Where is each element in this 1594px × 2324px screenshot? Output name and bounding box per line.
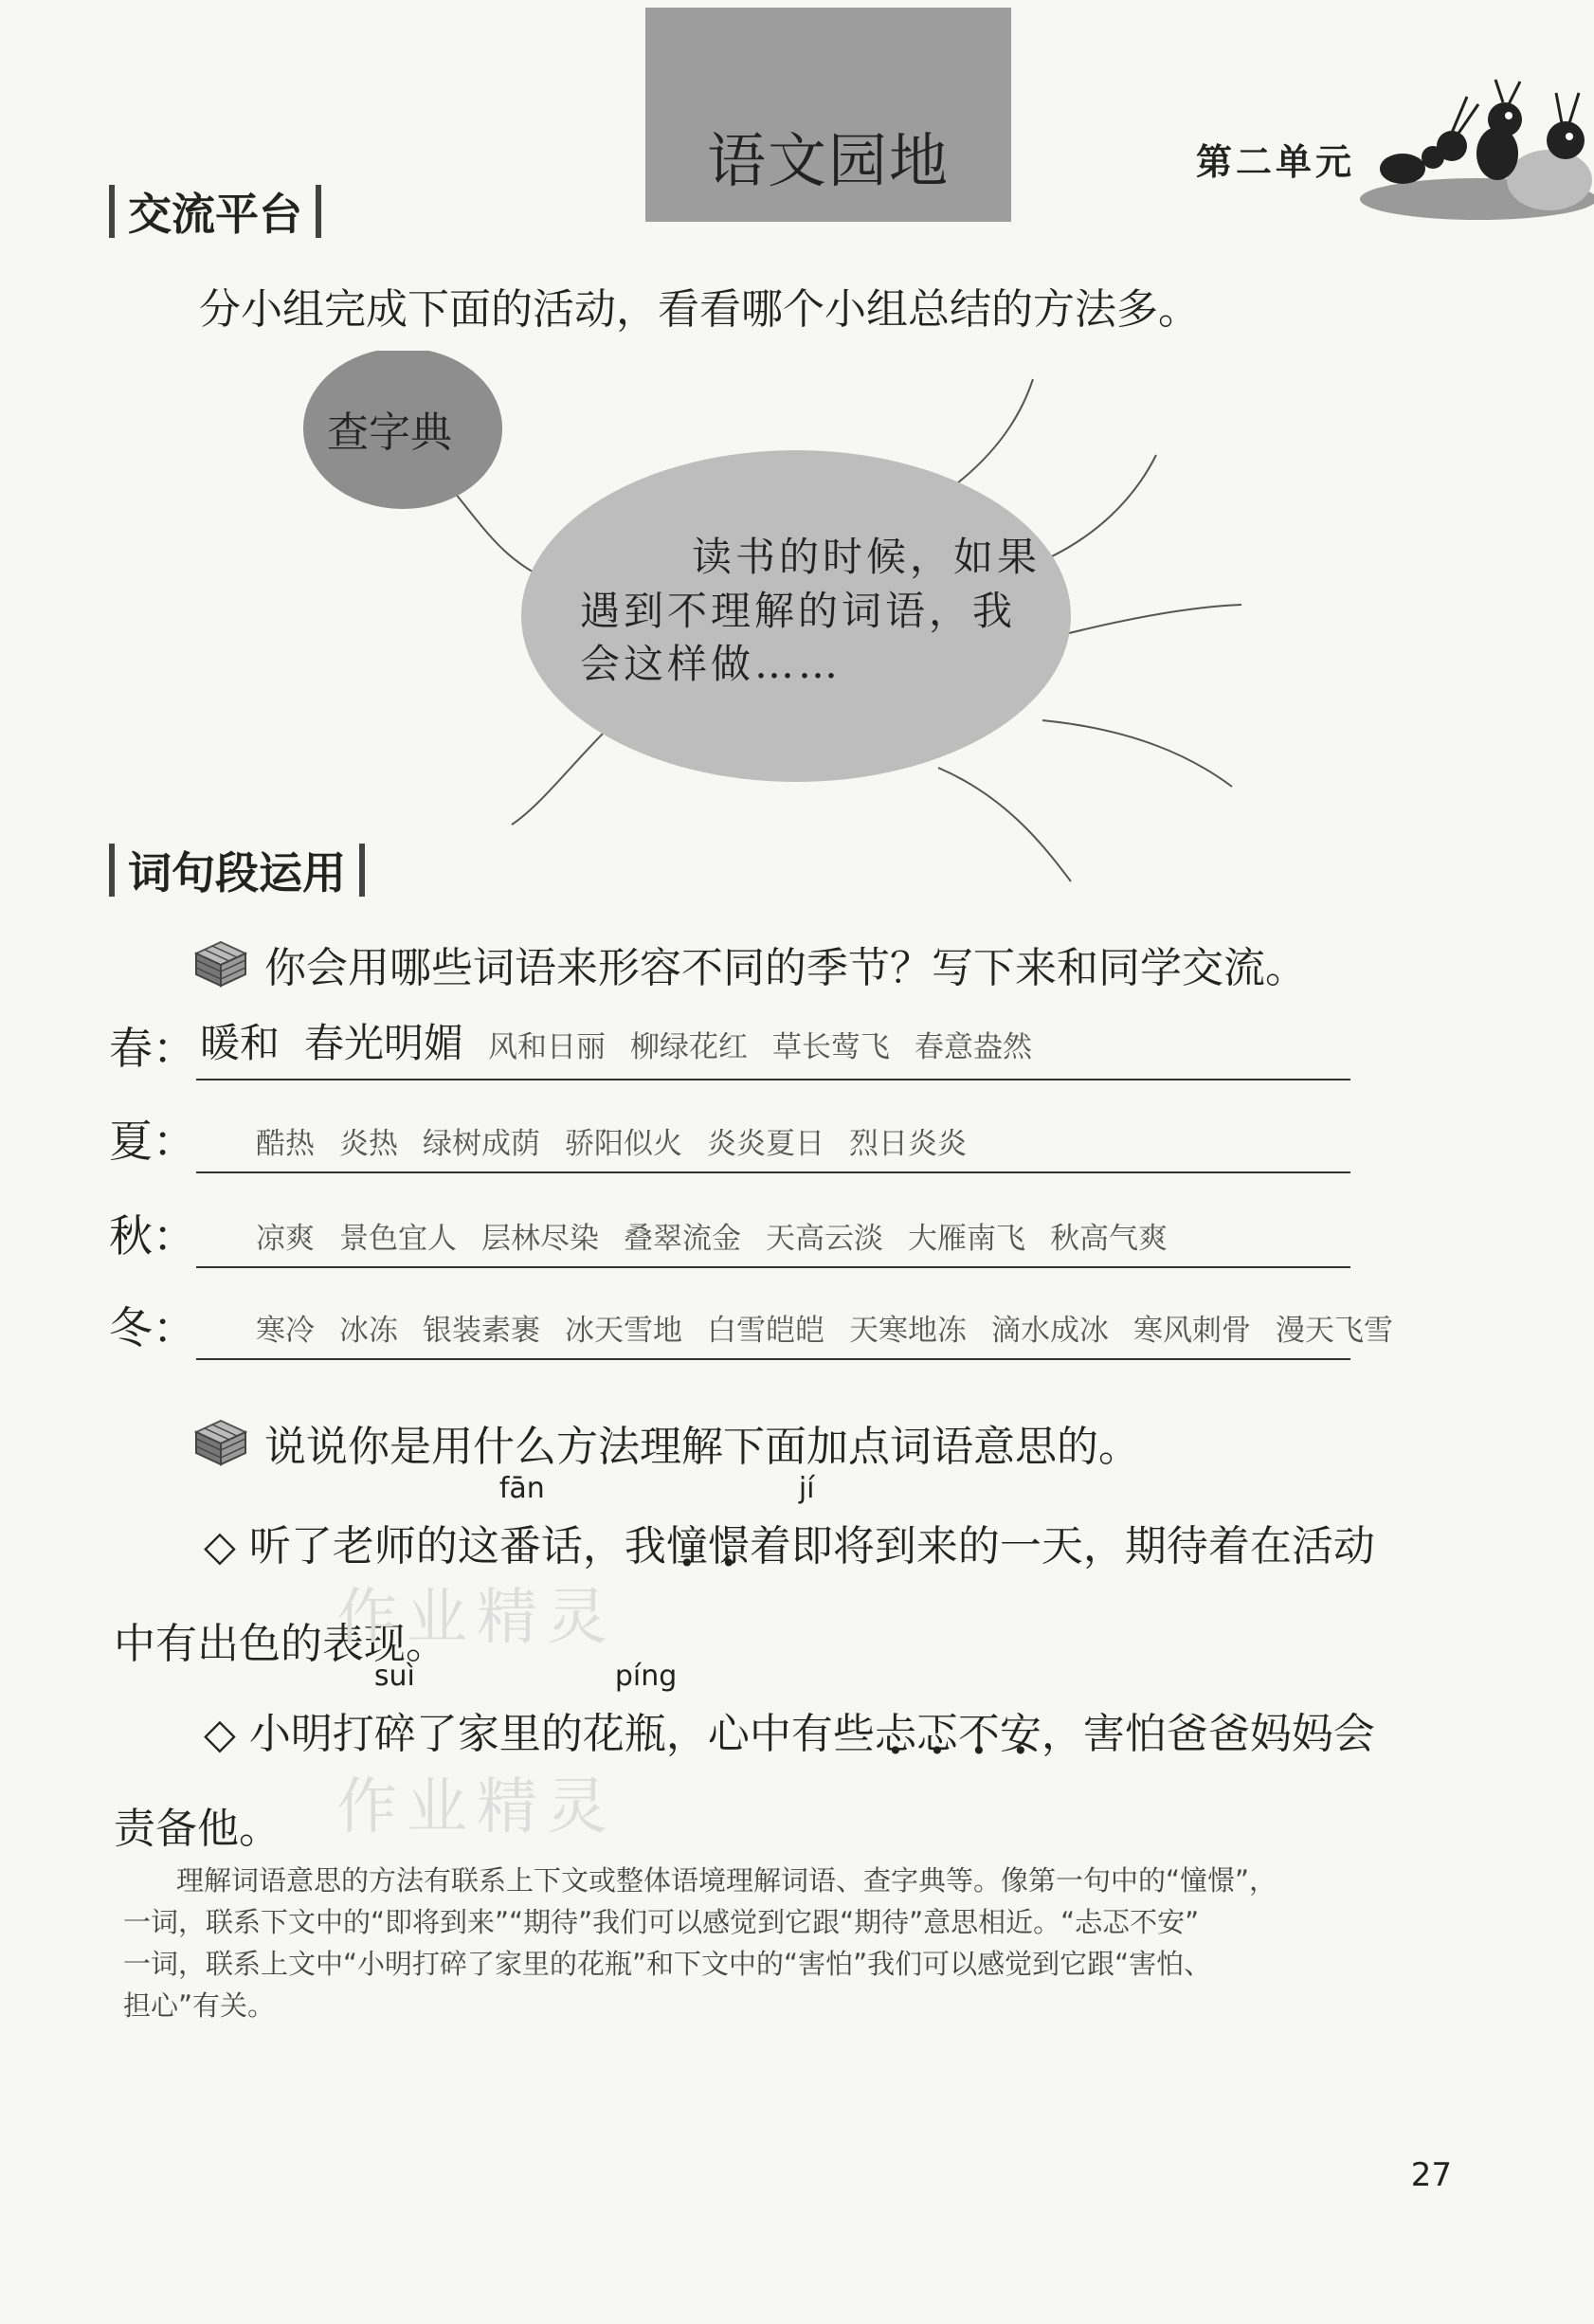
season-row <box>109 1294 1393 1360</box>
answer-word: 大雁南飞 <box>908 1222 1025 1256</box>
pinyin-ping: píng <box>614 1660 678 1693</box>
answer-word: 漫天飞雪 <box>1276 1314 1393 1348</box>
task-2-text: 说说你是用什么方法理解下面加点词语意思的。 <box>264 1423 1140 1471</box>
season-row <box>109 1107 1350 1173</box>
answer-word: 景色宜人 <box>339 1222 457 1256</box>
answer-word: 草长莺飞 <box>772 1030 891 1064</box>
answer-word: 冰冻 <box>339 1314 398 1348</box>
answer-word: 风和日丽 <box>488 1030 607 1064</box>
task-1-text: 你会用哪些词语来形容不同的季节？写下来和同学交流。 <box>264 944 1307 992</box>
answer-word: 骄阳似火 <box>565 1127 682 1161</box>
section-heading-exchange: 交流平台 <box>109 180 321 243</box>
answer-word: 白雪皑皑 <box>707 1314 824 1348</box>
page-title: 语文园地 <box>706 126 950 195</box>
dotted-char: 安 <box>999 1710 1042 1758</box>
pinyin-fan: fān <box>498 1472 545 1505</box>
pinyin-ji: jí <box>798 1472 815 1505</box>
season-label: 春： <box>109 1023 196 1074</box>
watermark: 作业精灵 <box>336 1772 617 1843</box>
unit-label: 第二单元 <box>1196 141 1356 183</box>
watermark: 作业精灵 <box>336 1583 617 1653</box>
dotted-char: 忐 <box>874 1710 916 1758</box>
answer-word: 春意盎然 <box>915 1030 1033 1064</box>
season-answers <box>256 1214 1192 1257</box>
ants-icon <box>1346 76 1594 227</box>
answer-word: 秋高气爽 <box>1050 1222 1168 1256</box>
dictionary-bubble-label: 查字典 <box>327 409 452 457</box>
dotted-char: 憧 <box>665 1522 708 1571</box>
dotted-char: 不 <box>957 1710 1000 1758</box>
answer-word: 寒冷 <box>256 1314 315 1348</box>
rubik-cube-icon <box>194 1419 247 1466</box>
sentence-1-line-2: 中有出色的表现。 <box>114 1620 447 1668</box>
dotted-char: 憬 <box>707 1522 750 1571</box>
answer-explanation <box>123 1860 1469 2026</box>
answer-word: 天高云淡 <box>766 1222 883 1256</box>
season-answers <box>256 1119 991 1162</box>
prefilled-word: 春光明媚 <box>304 1020 464 1066</box>
season-label: 夏： <box>109 1116 196 1167</box>
rubik-cube-icon <box>194 940 247 988</box>
answer-line: 一词，联系下文中的“即将到来”“期待”我们可以感觉到它跟“期待”意思相近。“忐忑不安” <box>123 1906 1200 1938</box>
instruction-text: 分小组完成下面的活动，看看哪个小组总结的方法多。 <box>199 285 1200 334</box>
answer-word: 冰天雪地 <box>565 1314 682 1348</box>
answer-word: 银装素裹 <box>423 1314 540 1348</box>
answer-word: 滴水成冰 <box>991 1314 1109 1348</box>
section-heading-usage: 词句段运用 <box>109 839 365 901</box>
pinyin-sui: suì <box>373 1660 415 1693</box>
answer-word: 炎炎夏日 <box>707 1127 824 1161</box>
center-line-3: 会这样做…… <box>580 641 842 687</box>
center-line-1: 读书的时候，如果 <box>692 534 1042 580</box>
answer-line: 一词，联系上文中“小明打碎了家里的花瓶”和下文中的“害怕”我们可以感觉到它跟“害怕、 <box>123 1948 1212 1980</box>
answer-word: 烈日炎炎 <box>849 1127 967 1161</box>
season-row <box>109 1014 1350 1080</box>
season-label: 冬： <box>109 1302 196 1353</box>
answer-underline <box>196 1171 1350 1173</box>
answer-underline <box>196 1358 1350 1360</box>
task-1 <box>194 934 1307 994</box>
season-answers <box>200 1012 1057 1069</box>
answer-word: 酷热 <box>256 1127 315 1161</box>
sentence-2-line-2: 责备他。 <box>114 1805 281 1853</box>
answer-line: 担心”有关。 <box>123 1989 276 2022</box>
answer-word: 寒风刺骨 <box>1133 1314 1251 1348</box>
sentence-1: ◇ 听了老师的这 fān 番话，我憧憬着 jí 即将到来的一天，期待着在活动 <box>204 1472 1375 1571</box>
answer-word: 炎热 <box>339 1127 398 1161</box>
answer-underline <box>196 1079 1350 1080</box>
season-row <box>109 1202 1350 1268</box>
center-line-2: 遇到不理解的词语，我 <box>580 588 1017 634</box>
season-label: 秋： <box>109 1210 196 1262</box>
season-answers <box>256 1306 1418 1349</box>
answer-word: 天寒地冻 <box>849 1314 967 1348</box>
answer-word: 凉爽 <box>256 1222 315 1256</box>
sentence-2: ◇ 小明打 suì 碎了家里的花 píng 瓶，心中有些忐忑不安，害怕爸爸妈妈会 <box>204 1660 1375 1758</box>
answer-word: 绿树成荫 <box>423 1127 540 1161</box>
answer-word: 层林尽染 <box>481 1222 599 1256</box>
answer-underline <box>196 1266 1350 1268</box>
dotted-char: 忑 <box>915 1710 958 1758</box>
prefilled-word: 暖和 <box>200 1020 281 1066</box>
task-2 <box>194 1412 1140 1473</box>
answer-word: 柳绿花红 <box>630 1030 749 1064</box>
page-number: 27 <box>1410 2156 1452 2194</box>
answer-word: 叠翠流金 <box>624 1222 741 1256</box>
answer-line: 理解词语意思的方法有联系上下文或整体语境理解词语、查字典等。像第一句中的“憧憬”， <box>176 1864 1277 1897</box>
